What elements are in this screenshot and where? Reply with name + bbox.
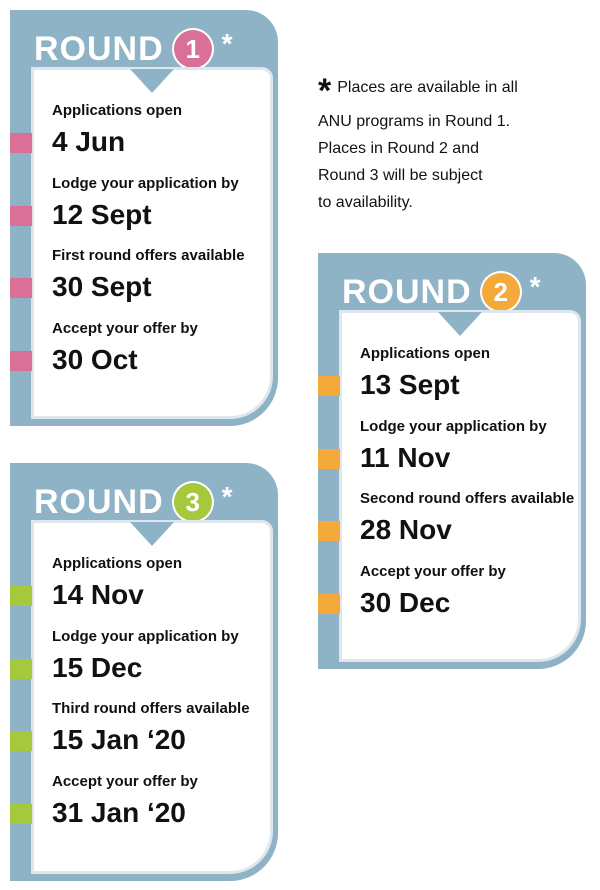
item-label: Accept your offer by — [52, 320, 198, 337]
item-label: Third round offers available — [52, 700, 250, 717]
item-label: Lodge your application by — [360, 418, 547, 435]
item-label: Accept your offer by — [52, 773, 198, 790]
item-label: First round offers available — [52, 247, 245, 264]
round-2-number-badge: 2 — [482, 273, 520, 311]
item-label: Applications open — [360, 345, 491, 362]
item-label: Second round offers available — [360, 490, 575, 507]
item-date: 30 Oct — [52, 344, 138, 375]
item-date: 12 Sept — [52, 199, 152, 230]
round-3-header — [34, 477, 233, 527]
round-1-schedule — [34, 70, 270, 416]
round-3-marker — [10, 586, 32, 606]
round-2-item-2 — [360, 418, 574, 474]
item-label: Applications open — [52, 555, 183, 572]
item-date: 30 Sept — [52, 271, 152, 302]
round-3-item-1 — [52, 555, 266, 611]
note-line-4: Round 3 will be subject — [318, 167, 483, 184]
round-3-marker — [10, 659, 32, 679]
note-line-5: to availability. — [318, 194, 413, 211]
round-2-marker — [318, 521, 340, 541]
round-3-item-3 — [52, 700, 266, 756]
item-date: 11 Nov — [360, 442, 451, 473]
asterisk-icon: * — [318, 72, 332, 110]
round-1-item-4 — [52, 320, 266, 376]
round-2-card — [318, 253, 586, 669]
round-2-asterisk: * — [529, 271, 541, 302]
round-1-number-badge: 1 — [174, 30, 212, 68]
round-3-card — [10, 463, 278, 881]
item-date: 28 Nov — [360, 514, 452, 545]
round-1-marker — [10, 351, 32, 371]
round-2-item-3 — [360, 490, 574, 546]
item-date: 30 Dec — [360, 587, 451, 618]
round-3-title: ROUND — [34, 483, 164, 521]
round-1-card — [10, 10, 278, 426]
note-line-1: Places are available in all — [337, 79, 518, 96]
round-2-marker — [318, 376, 340, 396]
round-3-item-4 — [52, 773, 266, 829]
round-3-schedule — [34, 523, 270, 871]
item-date: 13 Sept — [360, 369, 460, 400]
round-2-title: ROUND — [342, 273, 472, 311]
item-label: Lodge your application by — [52, 628, 239, 645]
note-line-3: Places in Round 2 and — [318, 140, 479, 157]
round-2-marker — [318, 449, 340, 469]
round-1-title: ROUND — [34, 30, 164, 68]
round-2-notch — [438, 312, 482, 336]
round-1-item-1 — [52, 102, 266, 158]
round-1-asterisk: * — [221, 28, 233, 59]
round-1-notch — [130, 69, 174, 93]
round-3-asterisk: * — [221, 481, 233, 512]
round-3-number-badge: 3 — [174, 483, 212, 521]
round-1-marker — [10, 278, 32, 298]
round-1-item-2 — [52, 175, 266, 231]
item-label: Accept your offer by — [360, 563, 506, 580]
item-date: 14 Nov — [52, 579, 144, 610]
round-3-notch — [130, 522, 174, 546]
item-date: 31 Jan ‘20 — [52, 797, 186, 828]
item-date: 15 Jan ‘20 — [52, 724, 186, 755]
round-1-marker — [10, 133, 32, 153]
round-2-item-1 — [360, 345, 574, 401]
availability-note — [318, 74, 588, 216]
item-date: 15 Dec — [52, 652, 143, 683]
round-1-marker — [10, 206, 32, 226]
round-1-header — [34, 24, 233, 74]
round-2-marker — [318, 594, 340, 614]
round-3-marker — [10, 804, 32, 824]
round-3-item-2 — [52, 628, 266, 684]
round-2-header — [342, 267, 541, 317]
round-2-schedule — [342, 313, 578, 659]
item-date: 4 Jun — [52, 126, 126, 157]
note-line-2: ANU programs in Round 1. — [318, 113, 511, 130]
item-label: Applications open — [52, 102, 183, 119]
round-3-marker — [10, 731, 32, 751]
round-2-item-4 — [360, 563, 574, 619]
item-label: Lodge your application by — [52, 175, 239, 192]
round-1-item-3 — [52, 247, 266, 303]
